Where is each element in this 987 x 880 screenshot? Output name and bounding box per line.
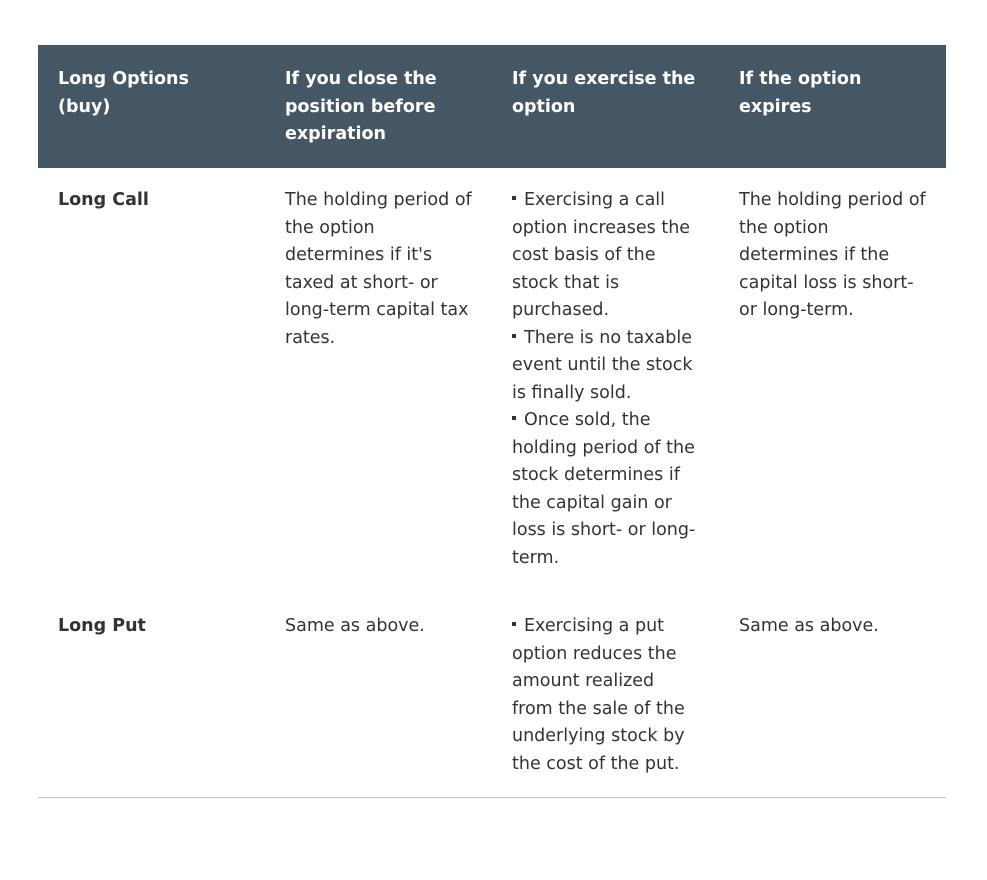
table-body — [38, 168, 946, 798]
cell-long-call-exercise — [492, 168, 719, 594]
exercise-bullet-item — [512, 613, 699, 778]
header-exercise-option: If you exercise the option — [512, 69, 696, 117]
exercise-bullet-item — [512, 325, 699, 408]
header-option-expires: If the option expires — [739, 69, 862, 117]
row-label-long-call: Long Call — [58, 190, 149, 210]
exercise-bullet-item — [512, 187, 699, 325]
bullet-icon — [512, 622, 516, 626]
header-long-options: Long Options (buy) — [58, 69, 189, 117]
cell-long-call-close: The holding period of the option determines if it's taxed at short- or long-term capital tax rates. — [285, 190, 472, 348]
table-row-long-call — [38, 168, 946, 594]
row-label-long-put: Long Put — [38, 594, 265, 798]
cell-long-put-exercise — [492, 594, 719, 798]
options-tax-table — [38, 45, 946, 798]
bullet-text: There is no taxable event until the stock is finally sold. — [512, 327, 693, 403]
bullet-text: Exercising a put option reduces the amount realized from the sale of the underlying stock by the cost of the put. — [512, 616, 685, 774]
header-row — [38, 45, 946, 168]
bullet-icon — [512, 416, 516, 420]
table-header — [38, 45, 946, 168]
header-close-before-expiration: If you close the position before expiration — [285, 69, 437, 144]
bullet-icon — [512, 334, 516, 338]
exercise-bullet-item — [512, 407, 699, 572]
cell-long-put-close: Same as above. — [265, 594, 492, 798]
options-tax-table-container — [38, 45, 945, 798]
bullet-icon — [512, 196, 516, 200]
bullet-text: Once sold, the holding period of the stock determines if the capital gain or loss is short- or long-term. — [512, 410, 696, 568]
cell-long-put-expires: Same as above. — [719, 594, 946, 798]
bullet-text: Exercising a call option increases the cost basis of the stock that is purchased. — [512, 190, 691, 320]
table-row-long-put — [38, 594, 946, 798]
cell-long-call-expires: The holding period of the option determines if the capital loss is short- or long-term. — [739, 190, 926, 320]
